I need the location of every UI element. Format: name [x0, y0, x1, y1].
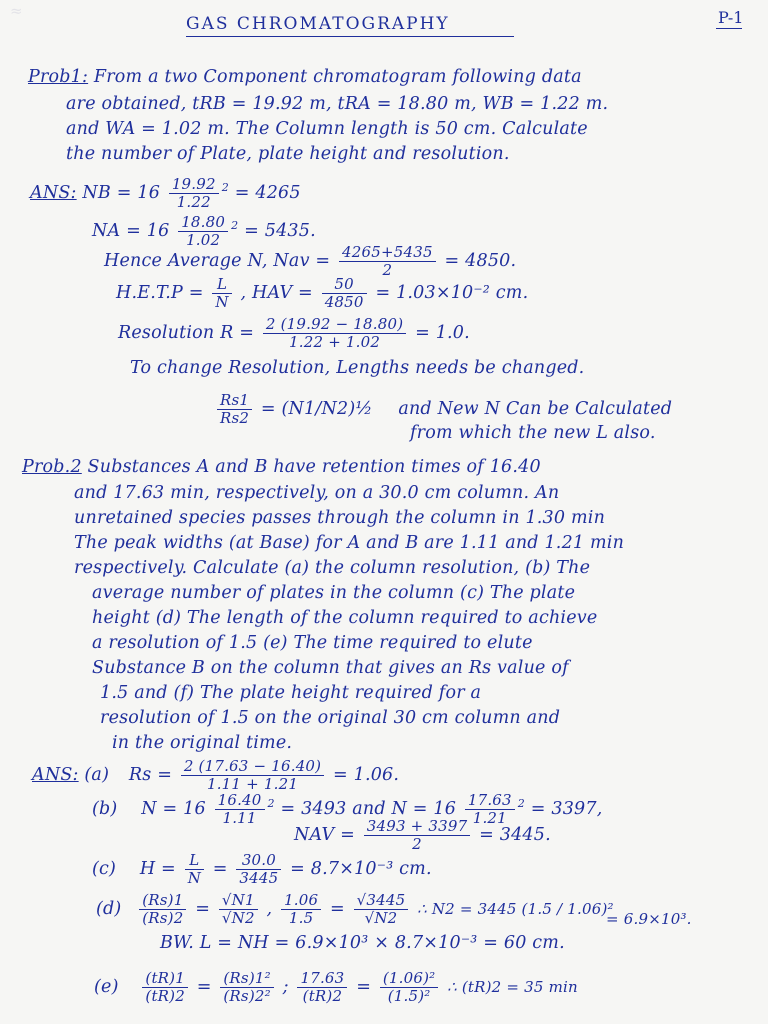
hetp-fraction: $\frac{L}{N}$	[212, 276, 231, 311]
resolution-equation: Resolution R = $\frac{2 (19.92 - 18.80)}{1.22 + 1.02}$ = 1.0.	[118, 315, 470, 351]
na-equation: NA = 16 $\frac{18.80}{1.02}$ $^2$ = 5435.	[92, 213, 316, 249]
average-fraction: $\frac{4265+5435}{2}$	[339, 244, 436, 279]
answer-d-length: BW. L = NH = 6.9×10³ × 8.7×10⁻³ = 60 cm.	[160, 933, 565, 953]
problem1-line-2: are obtained, tRB = 19.92 m, tRA = 18.80 m, WB = 1.22 m.	[66, 94, 609, 114]
page-number: P-1	[718, 8, 744, 27]
problem2-line-9: Substance B on the column that gives an Rs value of	[92, 658, 569, 678]
title-underline	[186, 36, 514, 37]
nb-result: = 4265	[234, 183, 301, 203]
bleed-through-mark: ≈	[10, 2, 23, 20]
problem2-answer-label: ANS:	[32, 765, 79, 785]
problem1-line-3: and WA = 1.02 m. The Column length is 50 cm. Calculate	[66, 119, 588, 139]
problem2-line-4: The peak widths (at Base) for A and B are 1.11 and 1.21 min	[74, 533, 625, 553]
problem2-line-8: a resolution of 1.5 (e) The time required to elute	[92, 633, 533, 653]
problem1-line-1	[28, 66, 582, 88]
answer-b-fraction-2: $\frac{17.63}{1.21}$	[465, 792, 515, 827]
problem2-line-2: and 17.63 min, respectively, on a 30.0 cm column. An	[74, 483, 560, 503]
answer-c: (c) H = $\frac{L}{N}$ = $\frac{30.0}{3445}$ = 8.7×10⁻³ cm.	[92, 851, 432, 887]
problem2-line-3: unretained species passes through the column in 1.30 min	[74, 508, 606, 528]
answer-a-fraction: $\frac{2 (17.63 - 16.40)}{1.11 + 1.21}$	[181, 758, 324, 793]
resolution-ratio-note: from which the new L also.	[410, 423, 656, 443]
answer-b-fraction-1: $\frac{16.40}{1.11}$	[215, 792, 265, 827]
nav-fraction: $\frac{3493 + 3397}{2}$	[364, 818, 471, 853]
resolution-ratio: $\frac{Rs1}{Rs2}$ = (N1/N2)½ and New N Can be Calculated	[214, 392, 672, 427]
hav-fraction: $\frac{50}{4850}$	[322, 276, 367, 311]
rs-ratio-fraction: $\frac{Rs1}{Rs2}$	[217, 392, 252, 427]
problem2-line-11: resolution of 1.5 on the original 30 cm column and	[100, 708, 561, 728]
problem2-line-7: height (d) The length of the column required to achieve	[92, 608, 598, 628]
answer-b: (b) N = 16 $\frac{16.40}{1.11}$ $^2$ = 3493 and N = 16 $\frac{17.63}{1.21}$ $^2$ = 3397,	[92, 791, 603, 827]
nb-prefix: NB = 16	[82, 183, 161, 203]
nb-fraction: $\frac{19.92}{1.22}$	[169, 176, 219, 211]
problem2-line-6: average number of plates in the column (c) The plate	[92, 583, 576, 603]
problem1-answer-label: ANS:	[30, 183, 77, 203]
answer-e: (e) $\frac{(tR)1}{(tR)2}$ = $\frac{\text{(Rs)1²}}{\text{(Rs)2²}}$ ; $\frac{17.63}{(tR)2}$ = $\frac{\text{(1.06)²}}{\text{(1.5)²}}$ ∴ (tR)2 = 35 min	[94, 969, 578, 1005]
page-number-underline	[716, 28, 742, 29]
page-title: GAS CHROMATOGRAPHY	[186, 14, 450, 34]
problem2-line-5: respectively. Calculate (a) the column resolution, (b) The	[74, 558, 591, 578]
na-fraction: $\frac{18.80}{1.02}$	[178, 214, 228, 249]
resolution-fraction: $\frac{2 (19.92 - 18.80)}{1.22 + 1.02}$	[263, 316, 406, 351]
problem1-text: From a two Component chromatogram following data	[93, 67, 582, 87]
answer-a: ANS: (a) Rs = $\frac{2 (17.63 - 16.40)}{1.11 + 1.21}$ = 1.06.	[32, 757, 400, 793]
change-resolution-note: To change Resolution, Lengths needs be changed.	[130, 358, 585, 378]
answer-b-average: NAV = $\frac{3493 + 3397}{2}$ = 3445.	[294, 817, 551, 853]
problem2-line-10: 1.5 and (f) The plate height required for a	[100, 683, 482, 703]
problem2-label: Prob.2	[22, 457, 82, 477]
problem2-line-1: Prob.2 Substances A and B have retention times of 16.40	[22, 457, 541, 477]
answer-d: (d) $\frac{(Rs)1}{(Rs)2}$ = $\frac{√N1}{√N2}$ , $\frac{1.06}{1.5}$ = $\frac{√3445}{√N2}$ ∴ N2 = 3445 (1.5 / 1.06)²	[96, 891, 614, 927]
problem1-label: Prob1:	[28, 67, 89, 87]
answer-d-n2-result: = 6.9×10³.	[606, 910, 692, 928]
hetp-equation: H.E.T.P = $\frac{L}{N}$ , HAV = $\frac{50}{4850}$ = 1.03×10⁻² cm.	[116, 275, 529, 311]
problem2-line-12: in the original time.	[112, 733, 293, 753]
nb-equation: ANS: NB = 16 $\frac{19.92}{1.22}$ $^2$ = 4265	[30, 175, 301, 211]
average-n-equation: Hence Average N, Nav = $\frac{4265+5435}{2}$ = 4850.	[104, 243, 517, 279]
problem1-line-4: the number of Plate, plate height and resolution.	[66, 144, 510, 164]
